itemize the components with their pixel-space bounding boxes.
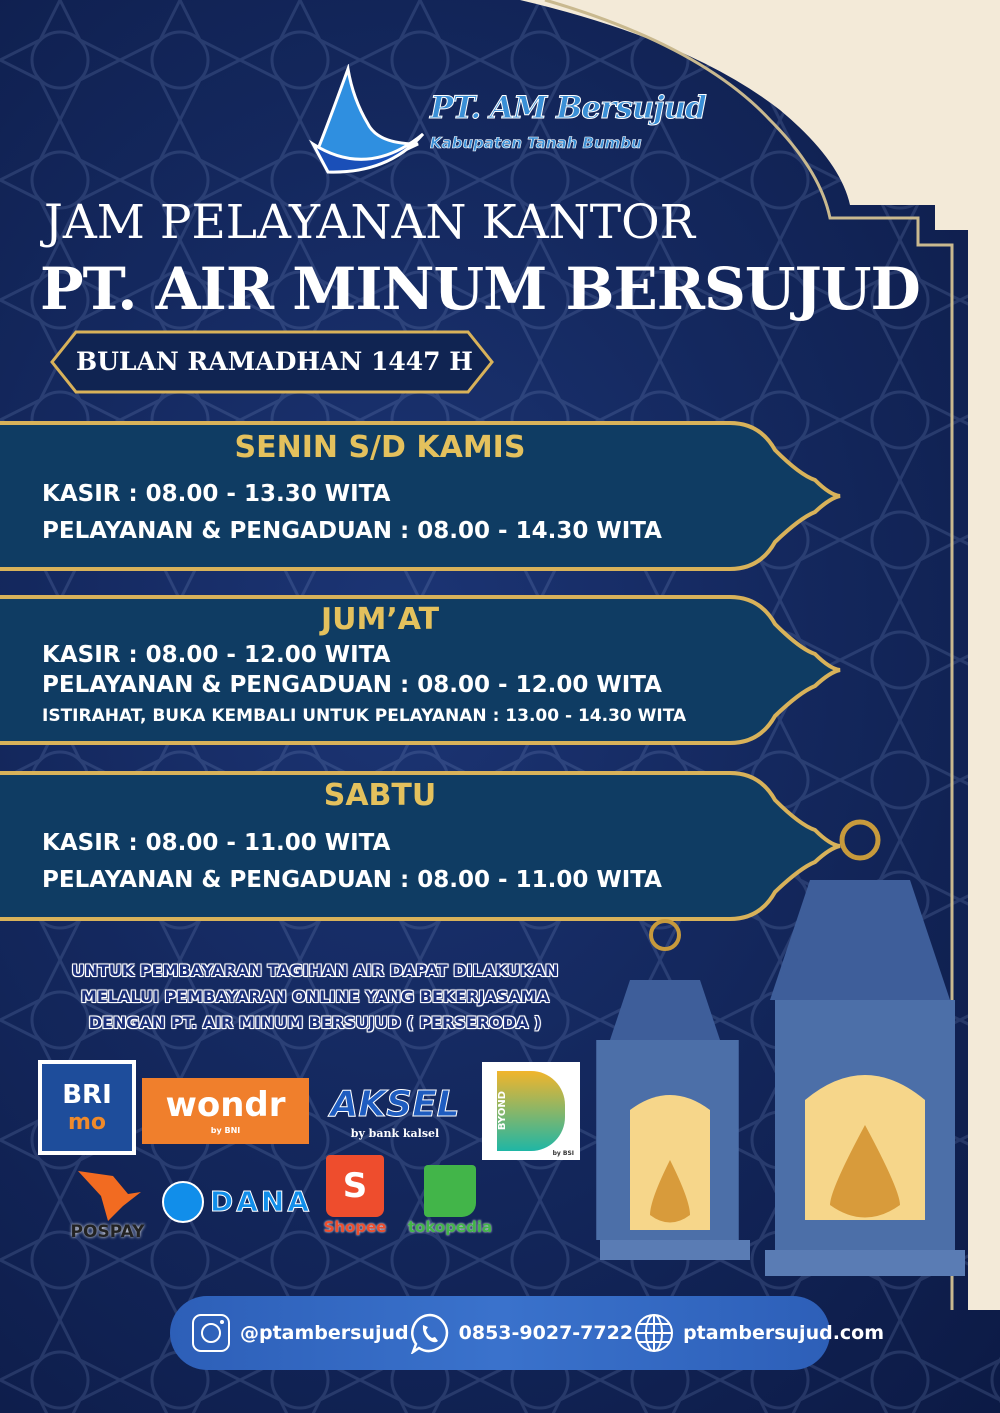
dana-icon bbox=[162, 1181, 204, 1223]
whatsapp-icon bbox=[409, 1312, 451, 1354]
schedule-mon-thu bbox=[0, 420, 850, 572]
service-hours: PELAYANAN & PENGADUAN : 08.00 - 14.30 WITA bbox=[42, 518, 662, 544]
break-note: ISTIRAHAT, BUKA KEMBALI UNTUK PELAYANAN : 13.00 - 14.30 WITA bbox=[42, 706, 687, 726]
large-lantern bbox=[765, 822, 965, 1276]
water-drop-logo-icon bbox=[308, 64, 428, 179]
wondr-by-text: by BNI bbox=[210, 1126, 241, 1135]
service-hours: PELAYANAN & PENGADUAN : 08.00 - 11.00 WITA bbox=[42, 867, 662, 893]
day-heading: SENIN S/D KAMIS bbox=[234, 430, 526, 465]
instagram-handle[interactable]: @ptambersujud bbox=[240, 1322, 409, 1344]
logo-subtitle: Kabupaten Tanah Bumbu bbox=[430, 134, 642, 152]
day-heading: SABTU bbox=[323, 778, 437, 813]
small-lantern bbox=[596, 921, 750, 1260]
wondr-logo bbox=[142, 1078, 309, 1144]
aksel-logo bbox=[320, 1080, 470, 1146]
payment-note-line: MELALUI PEMBAYARAN ONLINE YANG BEKERJASAMA bbox=[80, 987, 550, 1006]
payment-note bbox=[30, 958, 600, 1036]
aksel-by-text: by bank kalsel bbox=[350, 1127, 440, 1140]
brimo-logo bbox=[38, 1060, 136, 1155]
tokopedia-text: tokopedia bbox=[407, 1218, 493, 1236]
payment-note-line: DENGAN PT. AIR MINUM BERSUJUD ( PERSERODA ) bbox=[88, 1013, 542, 1032]
company-logo bbox=[308, 64, 706, 179]
cashier-hours: KASIR : 08.00 - 13.30 WITA bbox=[42, 481, 391, 507]
brimo-mo-text: mo bbox=[67, 1109, 107, 1135]
logo-name: PT. AM Bersujud bbox=[430, 90, 706, 126]
title-line-2: PT. AIR MINUM BERSUJUD bbox=[40, 255, 920, 323]
pospay-logo bbox=[60, 1160, 155, 1248]
instagram-icon bbox=[190, 1312, 232, 1354]
phone-contact[interactable] bbox=[409, 1312, 633, 1354]
payment-note-line: UNTUK PEMBAYARAN TAGIHAN AIR DAPAT DILAKUKAN bbox=[71, 961, 559, 980]
cashier-hours: KASIR : 08.00 - 11.00 WITA bbox=[42, 830, 391, 856]
pospay-bird-icon bbox=[73, 1166, 143, 1221]
wondr-text: wondr bbox=[165, 1085, 286, 1125]
globe-icon bbox=[633, 1312, 675, 1354]
service-hours: PELAYANAN & PENGADUAN : 08.00 - 12.00 WITA bbox=[42, 672, 662, 698]
pospay-text: POSPAY bbox=[70, 1221, 145, 1242]
contact-bar bbox=[170, 1296, 885, 1370]
byond-logo bbox=[482, 1062, 580, 1160]
tokopedia-logo bbox=[402, 1160, 498, 1242]
shopee-logo bbox=[322, 1150, 388, 1242]
tokopedia-owl-icon bbox=[424, 1165, 476, 1217]
instagram-contact[interactable] bbox=[190, 1312, 409, 1354]
day-heading: JUM’AT bbox=[320, 602, 440, 637]
shopee-bag-icon: S bbox=[326, 1155, 384, 1217]
period-badge bbox=[48, 328, 496, 396]
dana-logo bbox=[162, 1180, 312, 1224]
dana-text: DANA bbox=[210, 1185, 313, 1218]
brimo-text: BRI bbox=[62, 1079, 112, 1110]
title-line-1: JAM PELAYANAN KANTOR bbox=[44, 195, 696, 250]
schedule-friday bbox=[0, 594, 850, 746]
byond-by-text: by BSI bbox=[552, 1150, 574, 1157]
website-url[interactable]: ptambersujud.com bbox=[683, 1322, 885, 1344]
period-text: BULAN RAMADHAN 1447 H bbox=[76, 347, 473, 376]
website-contact[interactable] bbox=[633, 1312, 884, 1354]
shopee-text: Shopee bbox=[323, 1218, 387, 1236]
aksel-text: AKSEL bbox=[330, 1084, 460, 1125]
cashier-hours: KASIR : 08.00 - 12.00 WITA bbox=[42, 642, 391, 668]
phone-number[interactable]: 0853-9027-7722 bbox=[458, 1322, 634, 1344]
byond-text: BYOND bbox=[497, 1091, 508, 1131]
lanterns-illustration bbox=[590, 810, 990, 1310]
